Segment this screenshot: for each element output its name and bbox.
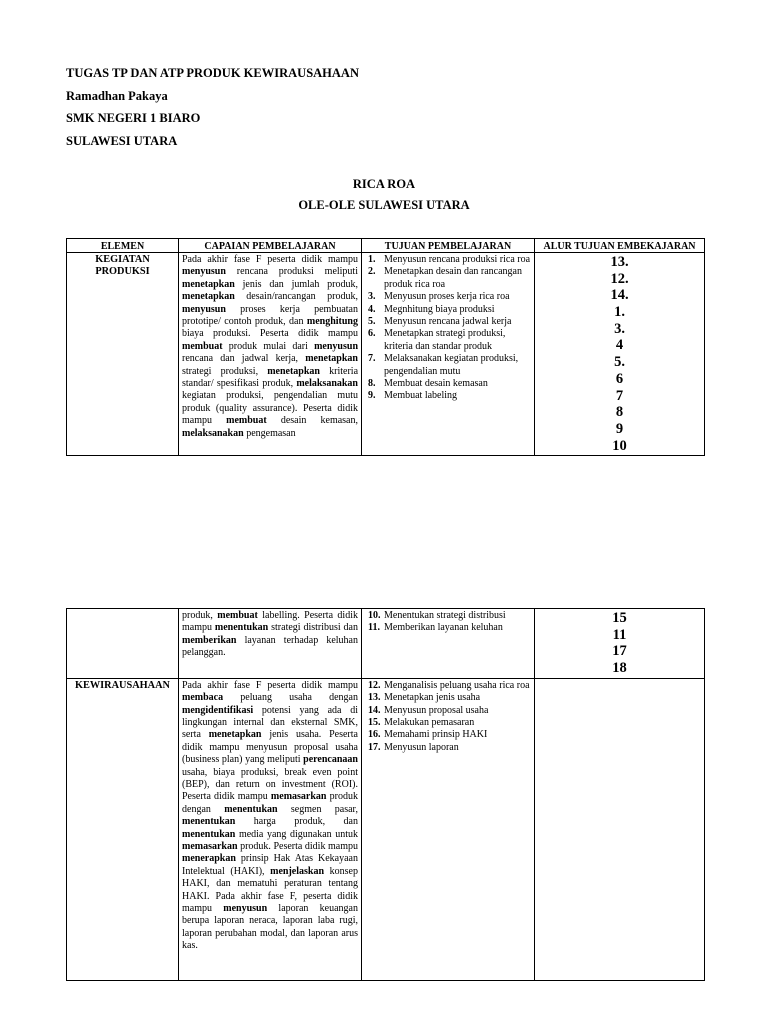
alur-number: 3. (614, 320, 625, 337)
paragraph-text: usaha, biaya produksi, break even point (BEP), dan return on investment (ROI). Peserta didik mampu (182, 766, 358, 803)
table-header-row (67, 239, 705, 253)
list-item (365, 378, 531, 390)
paragraph-text: produk, (182, 610, 218, 621)
keyword-text: menjelaskan (270, 865, 325, 877)
alur-number: 9 (615, 420, 624, 437)
keyword-text: melaksanakan (296, 378, 358, 390)
paragraph-text: harga produk, dan (235, 816, 358, 828)
keyword-text: mengidentifikasi (182, 704, 254, 716)
paragraph-text: Pada akhir fase F peserta didik mampu (182, 254, 358, 265)
paragraph-text: layanan terhadap keluhan pelanggan. (182, 634, 358, 659)
alur-number: 8 (615, 404, 624, 421)
paragraph-text: rencana dan jadwal kerja, (182, 353, 306, 365)
paragraph-text: kegiatan produksi, pengendalian mutu produk (quality assurance). Peserta didik mampu (182, 390, 358, 427)
paragraph-text: konsep HAKI, dan mematuhi peraturan tentang HAKI. Pada akhir fase F, peserta didik mampu (182, 865, 358, 915)
keyword-text: menentukan (182, 828, 236, 840)
list-item-number: 2. (368, 266, 376, 278)
paragraph-text: pengemasan (243, 427, 296, 439)
capaian-cell (179, 609, 362, 679)
table-row (67, 678, 705, 980)
paragraph-text: peluang usaha dengan (223, 692, 358, 704)
alur-number: 13. (610, 254, 629, 270)
header-line-4: SULAWESI UTARA (66, 134, 178, 148)
keyword-text: menyusun (182, 266, 226, 278)
keyword-text: menerapkan (182, 853, 236, 865)
keyword-text: membuat (217, 610, 258, 621)
list-item-text: Menetapkan strategi produksi, kriteria dan standar produk (384, 328, 506, 352)
list-item-text: Memberikan layanan keluhan (384, 622, 503, 634)
keyword-text: menghitung (306, 316, 358, 328)
list-item (365, 729, 531, 741)
alur-number: 4 (615, 337, 624, 354)
list-item (365, 304, 531, 316)
list-item-text: Menyusun laporan (384, 741, 459, 753)
list-item (365, 316, 531, 328)
paragraph-text: biaya produksi. Peserta didik mampu (182, 328, 358, 340)
list-item-text: Melaksanakan kegiatan produksi, pengendalian mutu (384, 353, 519, 377)
alur-cell (535, 678, 705, 980)
paragraph-text: proses kerja pembuatan prototipe/ contoh produk, dan (182, 303, 358, 328)
keyword-text: memasarkan (270, 791, 327, 803)
list-item (365, 742, 531, 754)
elemen-cell: KEWIRAUSAHAAN (67, 678, 179, 980)
tujuan-cell (362, 609, 535, 679)
table-row (67, 609, 705, 679)
alur-cell (535, 609, 705, 679)
paragraph-text: laporan keuangan berupa laporan neraca, laporan laba rugi, laporan perubahan modal, dan laporan arus kas. (182, 903, 358, 952)
list-item-text: Menyusun rencana jadwal kerja (384, 316, 512, 328)
list-item-number: 8. (368, 378, 376, 390)
paragraph-text: produk. Peserta didik mampu (237, 841, 358, 853)
list-item-number: 17. (368, 741, 381, 753)
list-item (365, 291, 531, 303)
keyword-text: perencanaan (303, 754, 358, 766)
table-row (67, 253, 705, 456)
header-line-3: SMK NEGERI 1 BIARO (66, 111, 201, 125)
list-item (365, 390, 531, 402)
paragraph-text: jenis usaha. Peserta didik mampu menyusun proposal usaha (business plan) yang meliputi (182, 729, 358, 766)
list-item-text: Menetapkan jenis usaha (384, 692, 481, 704)
list-item (365, 610, 531, 622)
col-header-elemen: ELEMEN (67, 239, 179, 253)
col-header-tujuan: TUJUAN PEMBELAJARAN (362, 239, 535, 253)
keyword-text: membuat (226, 415, 267, 427)
header-line-1: TUGAS TP DAN ATP PRODUK KEWIRAUSAHAAN (66, 66, 359, 80)
list-item-number: 6. (368, 328, 376, 340)
list-item (365, 328, 531, 353)
tujuan-cell (362, 253, 535, 456)
list-item-number: 9. (368, 390, 376, 402)
list-item (365, 692, 531, 704)
alur-number: 15 (612, 610, 627, 626)
alur-number: 12. (610, 270, 629, 287)
table-page-1 (66, 238, 705, 456)
list-item-number: 14. (368, 704, 381, 716)
alur-number: 7 (615, 387, 624, 404)
alur-number: 6 (615, 370, 624, 387)
list-item (365, 680, 531, 692)
list-item-number: 13. (368, 692, 381, 704)
capaian-cell (179, 678, 362, 980)
keyword-text: menetapkan (267, 365, 320, 377)
list-item (365, 266, 531, 291)
alur-number: 5. (614, 354, 625, 371)
keyword-text: menetapkan (182, 278, 235, 290)
keyword-text: menetapkan (182, 291, 235, 303)
list-item-text: Menganalisis peluang usaha rica roa (384, 679, 530, 691)
alur-cell (535, 253, 705, 456)
alur-number: 18 (612, 660, 627, 677)
paragraph-text: Pada akhir fase F peserta didik mampu (182, 679, 358, 691)
list-item-text: Menyusun proposal usaha (384, 704, 489, 716)
keyword-text: melaksanakan (182, 427, 244, 439)
list-item-text: Membuat labeling (384, 390, 458, 402)
keyword-text: menentukan (224, 803, 278, 815)
paragraph-text: segmen pasar, (277, 803, 358, 815)
list-item (365, 353, 531, 378)
list-item-number: 1. (368, 254, 376, 265)
list-item-number: 4. (368, 303, 376, 315)
tujuan-list (365, 680, 531, 754)
list-item-text: Megnhitung biaya produksi (384, 303, 495, 315)
paragraph-text: desain kemasan, (266, 415, 358, 427)
list-item-number: 10. (368, 610, 381, 621)
elemen-cell: KEGIATAN PRODUKSI (67, 253, 179, 456)
list-item (365, 254, 531, 266)
keyword-text: memasarkan (182, 841, 238, 853)
list-item-number: 7. (368, 353, 376, 365)
col-header-alur: ALUR TUJUAN EMBEKAJARAN (535, 239, 705, 253)
list-item-number: 5. (368, 316, 376, 328)
alur-number: 11 (612, 626, 627, 643)
paragraph-text: produk dengan (182, 791, 358, 815)
capaian-cell (179, 253, 362, 456)
list-item-number: 3. (368, 291, 376, 303)
paragraph-text: rencana produksi meliputi (225, 266, 358, 278)
list-item-text: Menetapkan desain dan rancangan produk rica roa (384, 266, 522, 290)
list-item-text: Membuat desain kemasan (384, 378, 488, 390)
list-item-number: 12. (368, 679, 381, 691)
keyword-text: membaca (182, 692, 224, 704)
alur-number: 10 (612, 437, 627, 454)
keyword-text: menetapkan (305, 353, 358, 365)
keyword-text: menentukan (182, 816, 236, 828)
paragraph-text: desain/rancangan produk, (234, 291, 358, 303)
list-item-number: 15. (368, 716, 381, 728)
paragraph-text: jenis dan jumlah produk, (234, 278, 358, 290)
list-item-text: Menyusun proses kerja rica roa (384, 291, 510, 303)
list-item-text: Menentukan strategi distribusi (384, 610, 506, 621)
paragraph-text: media yang digunakan untuk (235, 828, 358, 840)
paragraph-text: prinsip Hak Atas Kekayaan Intelektual (HAKI), (182, 853, 358, 877)
list-item-text: Melakukan pemasaran (384, 716, 475, 728)
document-title: RICA ROA (352, 177, 416, 191)
list-item (365, 717, 531, 729)
alur-number: 14. (610, 287, 629, 304)
paragraph-text: produk mulai dari (222, 340, 315, 352)
tujuan-cell (362, 678, 535, 980)
alur-number: 1. (614, 304, 625, 321)
paragraph-text: strategi produksi, (182, 365, 268, 377)
keyword-text: menyusun (223, 903, 268, 915)
elemen-cell (67, 609, 179, 679)
tujuan-list (365, 254, 531, 403)
document-subtitle: OLE-OLE SULAWESI UTARA (298, 198, 470, 212)
keyword-text: menyusun (182, 303, 226, 315)
paragraph-text: kriteria standar/ spesifikasi produk, (182, 365, 359, 390)
paragraph-text: labelling. Peserta didik mampu (182, 610, 358, 634)
paragraph-text: strategi distribusi dan (268, 622, 358, 634)
keyword-text: menyusun (314, 340, 358, 352)
list-item (365, 705, 531, 717)
paragraph-text: potensi yang ada di lingkungan internal dan eksternal SMK, serta (182, 704, 358, 741)
list-item (365, 622, 531, 634)
keyword-text: membuat (182, 340, 223, 352)
header-line-2: Ramadhan Pakaya (66, 89, 168, 103)
keyword-text: menentukan (214, 622, 269, 634)
list-item-number: 16. (368, 729, 381, 741)
alur-number: 17 (612, 643, 627, 660)
list-item-text: Menyusun rencana produksi rica roa (384, 254, 531, 265)
tujuan-list (365, 610, 531, 635)
keyword-text: memberikan (182, 634, 237, 646)
col-header-capaian: CAPAIAN PEMBELAJARAN (179, 239, 362, 253)
list-item-text: Memahami prinsip HAKI (384, 729, 488, 741)
keyword-text: menetapkan (208, 729, 262, 741)
table-page-2 (66, 608, 705, 981)
list-item-number: 11. (368, 622, 380, 634)
